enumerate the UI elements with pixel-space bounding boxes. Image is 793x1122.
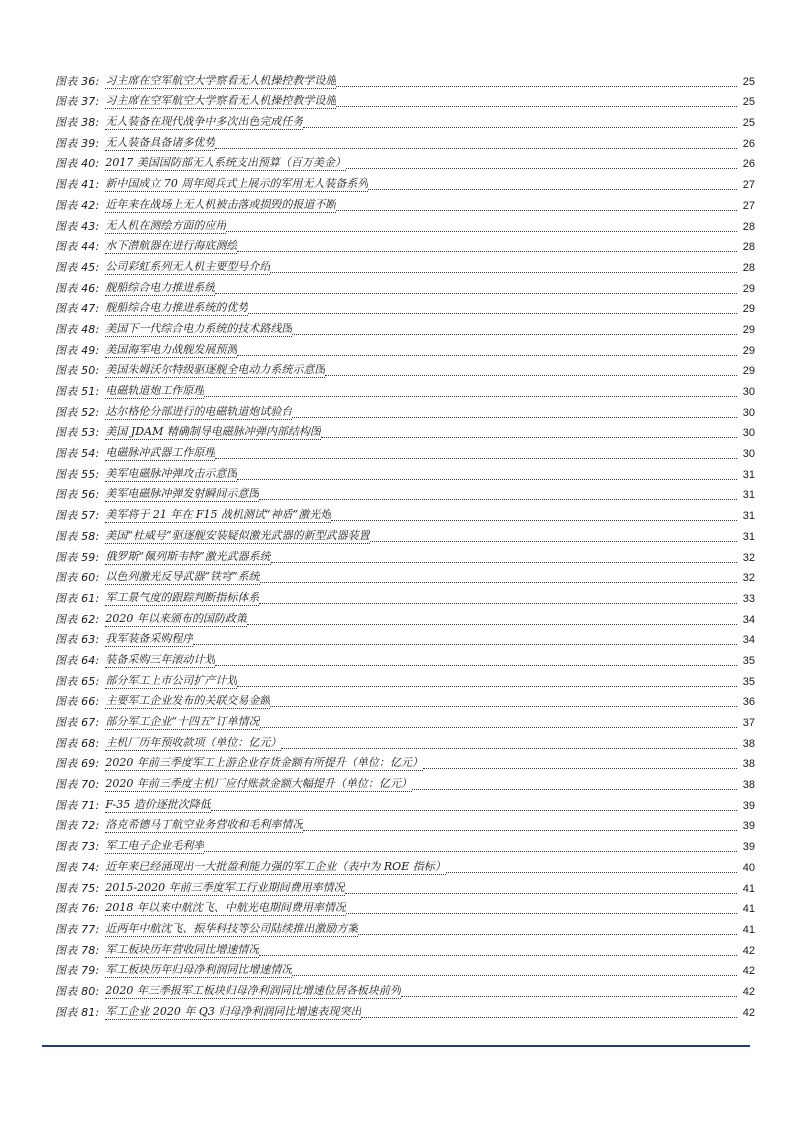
dot-leader: [237, 686, 737, 687]
figure-label: 图表 77:: [55, 922, 100, 936]
figure-label: 图表 50:: [55, 364, 100, 378]
figure-title: 2020 年三季报军工板块归母净利润同比增速位居各板块前列: [105, 983, 401, 997]
figure-label: 图表 55:: [55, 467, 100, 481]
toc-entry[interactable]: [55, 999, 755, 1020]
figure-label: 图表 76:: [55, 902, 100, 916]
dot-leader: [270, 272, 737, 273]
figure-title: 装备采购三年滚动计划: [105, 652, 216, 666]
dot-leader: [303, 127, 737, 128]
dot-leader: [215, 293, 737, 294]
figure-label: 图表 53:: [55, 426, 100, 440]
figure-title: 军工企业 2020 年 Q3 归母净利润同比增速表现突出: [105, 1004, 362, 1018]
dot-leader: [248, 313, 737, 314]
dot-leader: [346, 913, 737, 914]
dot-leader: [226, 231, 737, 232]
toc-entry[interactable]: [55, 689, 755, 710]
figure-label: 图表 56:: [55, 488, 100, 502]
footer-rule: [42, 1045, 750, 1047]
figure-label: 图表 39:: [55, 136, 100, 150]
figure-title: 军工电子企业毛利率: [105, 839, 205, 853]
page-number: 37: [742, 717, 755, 729]
toc-entry[interactable]: [55, 833, 755, 854]
page-number: 32: [742, 572, 755, 585]
dot-leader: [260, 727, 737, 728]
page-number: 25: [742, 75, 755, 88]
dot-leader: [336, 106, 737, 107]
figure-label: 图表 71:: [55, 798, 100, 812]
figure-title: 军工景气度的跟踪判断指标体系: [105, 590, 260, 604]
page-number: 39: [742, 841, 755, 854]
figure-title: 洛克希德马丁航空业务营收和毛利率情况: [105, 818, 304, 832]
toc-entry[interactable]: [55, 647, 755, 668]
figure-title: 美国下一代综合电力系统的技术路线图: [105, 321, 293, 335]
page-number: 30: [742, 406, 755, 419]
page-number: 31: [742, 530, 755, 543]
figure-title: 美国海军电力战舰发展预测: [105, 342, 238, 356]
figure-title: 公司彩虹系列无人机主要型号介绍: [105, 259, 271, 273]
figure-label: 图表 73:: [55, 840, 100, 854]
page-number: 42: [742, 944, 755, 957]
figure-title: 2015-2020 年前三季度军工行业期间费用率情况: [105, 880, 345, 894]
dot-leader: [346, 168, 737, 169]
figure-label: 图表 48:: [55, 322, 100, 336]
toc-entry[interactable]: [55, 502, 755, 523]
figure-label: 图表 65:: [55, 674, 100, 688]
page-number: 41: [742, 923, 755, 936]
figure-label: 图表 45:: [55, 260, 100, 274]
dot-leader: [211, 810, 737, 811]
dot-leader: [247, 624, 737, 625]
figure-title: 习主席在空军航空大学察看无人机操控教学设施: [105, 94, 337, 108]
dot-leader: [446, 872, 737, 873]
figure-label: 图表 63:: [55, 633, 100, 647]
figure-label: 图表 42:: [55, 198, 100, 212]
dot-leader: [292, 334, 737, 335]
dot-leader: [259, 499, 737, 500]
toc-entry[interactable]: [55, 875, 755, 896]
dot-leader: [358, 934, 737, 935]
page-number: 31: [742, 510, 755, 523]
page-number: 33: [742, 592, 755, 605]
page-number: 25: [742, 96, 755, 109]
toc-entry[interactable]: [55, 730, 755, 751]
toc-entry[interactable]: [55, 854, 755, 875]
figure-title: 俄罗斯“佩列斯韦特”激光武器系统: [105, 549, 271, 563]
figure-label: 图表 58:: [55, 529, 100, 543]
page-number: 34: [742, 634, 755, 647]
page-number: 29: [742, 344, 755, 357]
page-number: 28: [742, 220, 755, 233]
page-number: 31: [742, 489, 755, 502]
toc-entry[interactable]: [55, 668, 755, 689]
figure-title: 无人机在测绘方面的应用: [105, 218, 227, 232]
page-number: 42: [742, 965, 755, 978]
dot-leader: [292, 975, 737, 976]
page-number: 39: [742, 820, 755, 833]
figure-label: 图表 74:: [55, 860, 100, 874]
figure-title: 2020 年以来颁布的国防政策: [105, 611, 247, 625]
figure-label: 图表 60:: [55, 571, 100, 585]
toc-entry[interactable]: [55, 213, 755, 234]
dot-leader: [270, 706, 737, 707]
page-number: 29: [742, 365, 755, 378]
page-number: 39: [742, 799, 755, 812]
toc-entry[interactable]: [55, 316, 755, 337]
dot-leader: [292, 417, 737, 418]
figure-title: 新中国成立 70 周年阅兵式上展示的军用无人装备系列: [105, 177, 369, 191]
dot-leader: [401, 996, 737, 997]
figure-title: 2017 美国国防部无人系统支出预算（百万美金）: [105, 156, 346, 170]
dot-leader: [331, 520, 737, 521]
toc-entry[interactable]: [55, 461, 755, 482]
page-number: 28: [742, 261, 755, 274]
dot-leader: [259, 955, 737, 956]
toc-entry[interactable]: [55, 482, 755, 503]
figure-label: 图表 80:: [55, 984, 100, 998]
page-number: 41: [742, 903, 755, 916]
figure-title: 美国 JDAM 精确制导电磁脉冲弹内部结构图: [105, 425, 321, 439]
page-number: 29: [742, 323, 755, 336]
dot-leader: [215, 148, 737, 149]
figure-title: 近年来在战场上无人机被击落或损毁的报道不断: [105, 197, 337, 211]
figure-label: 图表 57:: [55, 509, 100, 523]
figure-label: 图表 64:: [55, 653, 100, 667]
figure-title: 习主席在空军航空大学察看无人机操控教学设施: [105, 73, 337, 87]
toc-entry[interactable]: [55, 151, 755, 172]
figure-title: 军工板块历年归母净利润同比增速情况: [105, 963, 293, 977]
page-number: 42: [742, 985, 755, 998]
figure-title: 水下潜航器在进行海底测绘: [105, 239, 238, 253]
figure-title: 电磁轨道炮工作原理: [105, 384, 205, 397]
list-of-figures: [55, 68, 755, 1020]
figure-label: 图表 47:: [55, 302, 100, 316]
dot-leader: [336, 210, 737, 211]
figure-title: 美军电磁脉冲弹攻击示意图: [105, 466, 238, 480]
figure-label: 图表 68:: [55, 736, 100, 750]
toc-entry[interactable]: [55, 171, 755, 192]
dot-leader: [336, 86, 737, 87]
toc-entry[interactable]: [55, 440, 755, 461]
page-number: 36: [742, 696, 755, 709]
page-number: 26: [742, 137, 755, 150]
figure-label: 图表 51:: [55, 385, 100, 398]
figure-label: 图表 75:: [55, 881, 100, 895]
toc-entry[interactable]: [55, 296, 755, 317]
figure-title: 近两年中航沈飞、振华科技等公司陆续推出激励方案: [105, 921, 359, 935]
figure-title: 美军将于 21 年在 F15 战机测试“神盾”激光炮: [105, 508, 332, 522]
figure-label: 图表 41:: [55, 178, 100, 192]
toc-entry[interactable]: [55, 792, 755, 813]
figure-title: 电磁脉冲武器工作原理: [105, 446, 216, 460]
page-number: 27: [742, 179, 755, 192]
dot-leader: [361, 1017, 737, 1018]
toc-entry[interactable]: [55, 813, 755, 834]
page-number: 31: [742, 468, 755, 481]
page-number: 38: [742, 779, 755, 792]
dot-leader: [271, 562, 737, 563]
dot-leader: [303, 830, 737, 831]
page-number: 40: [742, 861, 755, 874]
toc-entry[interactable]: [55, 565, 755, 586]
figure-title: 2018 年以来中航沈飞、中航光电期间费用率情况: [105, 901, 346, 915]
dot-leader: [237, 479, 737, 480]
page-number: 38: [742, 737, 755, 750]
figure-label: 图表 36:: [55, 74, 100, 88]
figure-label: 图表 79:: [55, 964, 100, 978]
dot-leader: [237, 251, 737, 252]
page-number: 35: [742, 654, 755, 667]
figure-title: 无人装备在现代战争中多次出色完成任务: [105, 115, 304, 129]
figure-title: 主要军工企业发布的关联交易金额: [105, 694, 271, 708]
figure-label: 图表 81:: [55, 1005, 100, 1019]
toc-entry[interactable]: [55, 544, 755, 565]
page-number: 32: [742, 551, 755, 564]
figure-title: 2020 年前三季度主机厂应付账款金额大幅提升（单位：亿元）: [105, 777, 412, 791]
dot-leader: [423, 768, 737, 769]
page-number: 30: [742, 448, 755, 461]
figure-title: 以色列激光反导武器“铁穹”系统: [105, 570, 260, 584]
figure-title: 主机厂历年预收款项（单位：亿元）: [105, 735, 282, 749]
figure-title: 部分军工上市公司扩产计划: [105, 673, 238, 687]
figure-label: 图表 37:: [55, 95, 100, 109]
dot-leader: [345, 893, 737, 894]
toc-entry[interactable]: [55, 771, 755, 792]
toc-entry[interactable]: [55, 358, 755, 379]
figure-label: 图表 38:: [55, 116, 100, 130]
toc-entry[interactable]: [55, 585, 755, 606]
figure-title: 军工板块历年营收同比增速情况: [105, 942, 260, 956]
toc-entry[interactable]: [55, 958, 755, 979]
figure-title: 2020 年前三季度军工上游企业存货金额有所提升（单位：亿元）: [105, 756, 423, 770]
dot-leader: [193, 644, 737, 645]
figure-label: 图表 59:: [55, 550, 100, 564]
dot-leader: [368, 189, 737, 190]
page-number: 38: [742, 758, 755, 771]
toc-entry[interactable]: [55, 254, 755, 275]
toc-entry[interactable]: [55, 627, 755, 648]
page-number: 28: [742, 241, 755, 254]
figure-title: 无人装备具备诸多优势: [105, 135, 216, 149]
toc-entry[interactable]: [55, 420, 755, 441]
dot-leader: [215, 458, 737, 459]
dot-leader: [237, 355, 737, 356]
figure-title: 美国朱姆沃尔特级驱逐舰全电动力系统示意图: [105, 363, 326, 377]
figure-title: 近年来已经涌现出一大批盈利能力强的军工企业（表中为 ROE 指标）: [105, 859, 446, 873]
toc-entry[interactable]: [55, 709, 755, 730]
figure-label: 图表 52:: [55, 405, 100, 419]
dot-leader: [260, 582, 737, 583]
dot-leader: [281, 748, 737, 749]
page-number: 26: [742, 158, 755, 171]
toc-entry[interactable]: [55, 192, 755, 213]
figure-label: 图表 54:: [55, 447, 100, 461]
toc-entry[interactable]: [55, 89, 755, 110]
toc-entry[interactable]: [55, 896, 755, 917]
figure-title: 舰船综合电力推进系统的优势: [105, 301, 249, 315]
figure-label: 图表 43:: [55, 219, 100, 233]
toc-entry[interactable]: [55, 68, 755, 89]
page-number: 30: [742, 386, 755, 398]
figure-label: 图表 40:: [55, 157, 100, 171]
figure-title: 我军装备采购程序: [105, 632, 194, 646]
dot-leader: [204, 396, 737, 397]
page-number: 35: [742, 675, 755, 688]
dot-leader: [215, 665, 737, 666]
figure-label: 图表 44:: [55, 240, 100, 254]
figure-title: 部分军工企业“十四五”订单情况: [105, 715, 260, 728]
toc-entry[interactable]: [55, 916, 755, 937]
figure-label: 图表 62:: [55, 612, 100, 626]
figure-label: 图表 69:: [55, 757, 100, 771]
dot-leader: [204, 851, 737, 852]
page-number: 29: [742, 303, 755, 316]
figure-label: 图表 78:: [55, 943, 100, 957]
toc-entry[interactable]: [55, 978, 755, 999]
dot-leader: [412, 789, 737, 790]
figure-title: 美军电磁脉冲弹发射瞬间示意图: [105, 487, 260, 501]
figure-label: 图表 46:: [55, 281, 100, 295]
toc-entry[interactable]: [55, 399, 755, 420]
figure-label: 图表 70:: [55, 778, 100, 792]
figure-title: 舰船综合电力推进系统: [105, 280, 216, 294]
toc-entry[interactable]: [55, 378, 755, 399]
figure-title: 达尔格伦分部进行的电磁轨道炮试验台: [105, 404, 293, 418]
figure-label: 图表 61:: [55, 591, 100, 605]
page-number: 29: [742, 282, 755, 295]
figure-label: 图表 72:: [55, 819, 100, 833]
page-number: 27: [742, 199, 755, 212]
figure-label: 图表 66:: [55, 695, 100, 709]
toc-entry[interactable]: [55, 606, 755, 627]
toc-entry[interactable]: [55, 234, 755, 255]
dot-leader: [321, 437, 737, 438]
toc-entry[interactable]: [55, 337, 755, 358]
page-number: 34: [742, 613, 755, 626]
toc-entry[interactable]: [55, 109, 755, 130]
figure-label: 图表 49:: [55, 343, 100, 357]
toc-entry[interactable]: [55, 751, 755, 772]
figure-title: F-35 造价逐批次降低: [105, 797, 211, 811]
dot-leader: [325, 375, 737, 376]
page-number: 30: [742, 427, 755, 440]
dot-leader: [370, 541, 737, 542]
toc-entry[interactable]: [55, 937, 755, 958]
toc-entry[interactable]: [55, 130, 755, 151]
page-number: 42: [742, 1006, 755, 1019]
figure-label: 图表 67:: [55, 716, 100, 729]
dot-leader: [259, 603, 737, 604]
toc-entry[interactable]: [55, 523, 755, 544]
toc-entry[interactable]: [55, 275, 755, 296]
page-number: 41: [742, 882, 755, 895]
page-number: 25: [742, 117, 755, 130]
figure-title: 美国“杜威号”驱逐舰安装疑似激光武器的新型武器装置: [105, 528, 370, 542]
